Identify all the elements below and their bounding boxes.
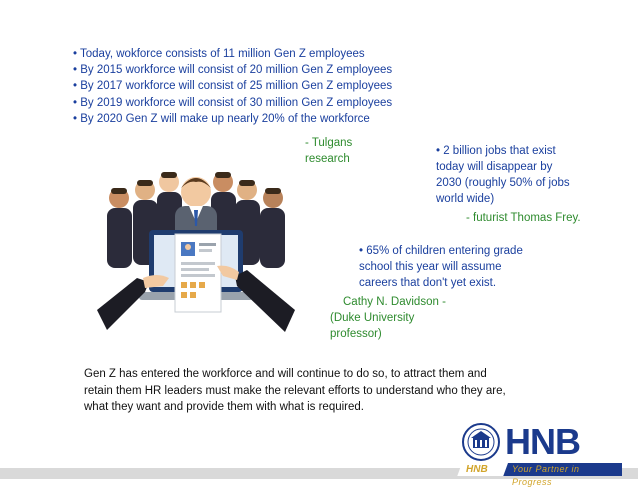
children-line: • 65% of children entering grade [359, 245, 523, 257]
bullet-item: • By 2015 workforce will consist of 20 million Gen Z employees [73, 62, 392, 78]
hnb-seal-icon [459, 422, 503, 462]
jobs-line: today will disappear by [436, 161, 553, 173]
stats-bullet-list [73, 46, 392, 127]
jobs-line: • 2 billion jobs that exist [436, 145, 556, 157]
children-line: careers that don't yet exist. [359, 277, 497, 289]
recruitment-illustration [97, 160, 295, 343]
tulgan-attribution [305, 135, 352, 167]
davidson-line: Cathy N. Davidson - [343, 296, 446, 308]
tagline-text: Your Partner in Progress [512, 464, 580, 487]
children-quote [359, 243, 523, 291]
tagline-bar [462, 463, 622, 487]
bullet-item: • By 2019 workforce will consist of 30 million Gen Z employees [73, 95, 392, 111]
bullet-item: • By 2020 Gen Z will make up nearly 20% of the workforce [73, 111, 392, 127]
children-line: school this year will assume [359, 261, 502, 273]
tulgan-line: research [305, 153, 350, 165]
jobs-line: world wide) [436, 193, 495, 205]
tagline-mini-logo: HNB [466, 464, 488, 475]
davidson-line: (Duke University [330, 312, 415, 324]
jobs-line: 2030 (roughly 50% of jobs [436, 177, 570, 189]
bullet-item: • Today, wokforce consists of 11 million Gen Z employees [73, 46, 392, 62]
davidson-attribution [330, 294, 446, 342]
frey-attribution: - futurist Thomas Frey. [466, 212, 581, 224]
jobs-quote [436, 143, 570, 207]
hnb-logo-text: HNB [505, 421, 580, 462]
summary-paragraph [84, 366, 564, 416]
summary-line: Gen Z has entered the workforce and will continue to do so, to attract them and [84, 368, 487, 380]
bullet-item: • By 2017 workforce will consist of 25 million Gen Z employees [73, 78, 392, 94]
summary-line: what they want and provide them with what is required. [84, 401, 364, 413]
davidson-line: professor) [330, 328, 382, 340]
tulgan-line: - Tulgans [305, 137, 353, 149]
summary-line: retain them HR leaders must make the relevant efforts to understand who they are, [84, 384, 506, 397]
